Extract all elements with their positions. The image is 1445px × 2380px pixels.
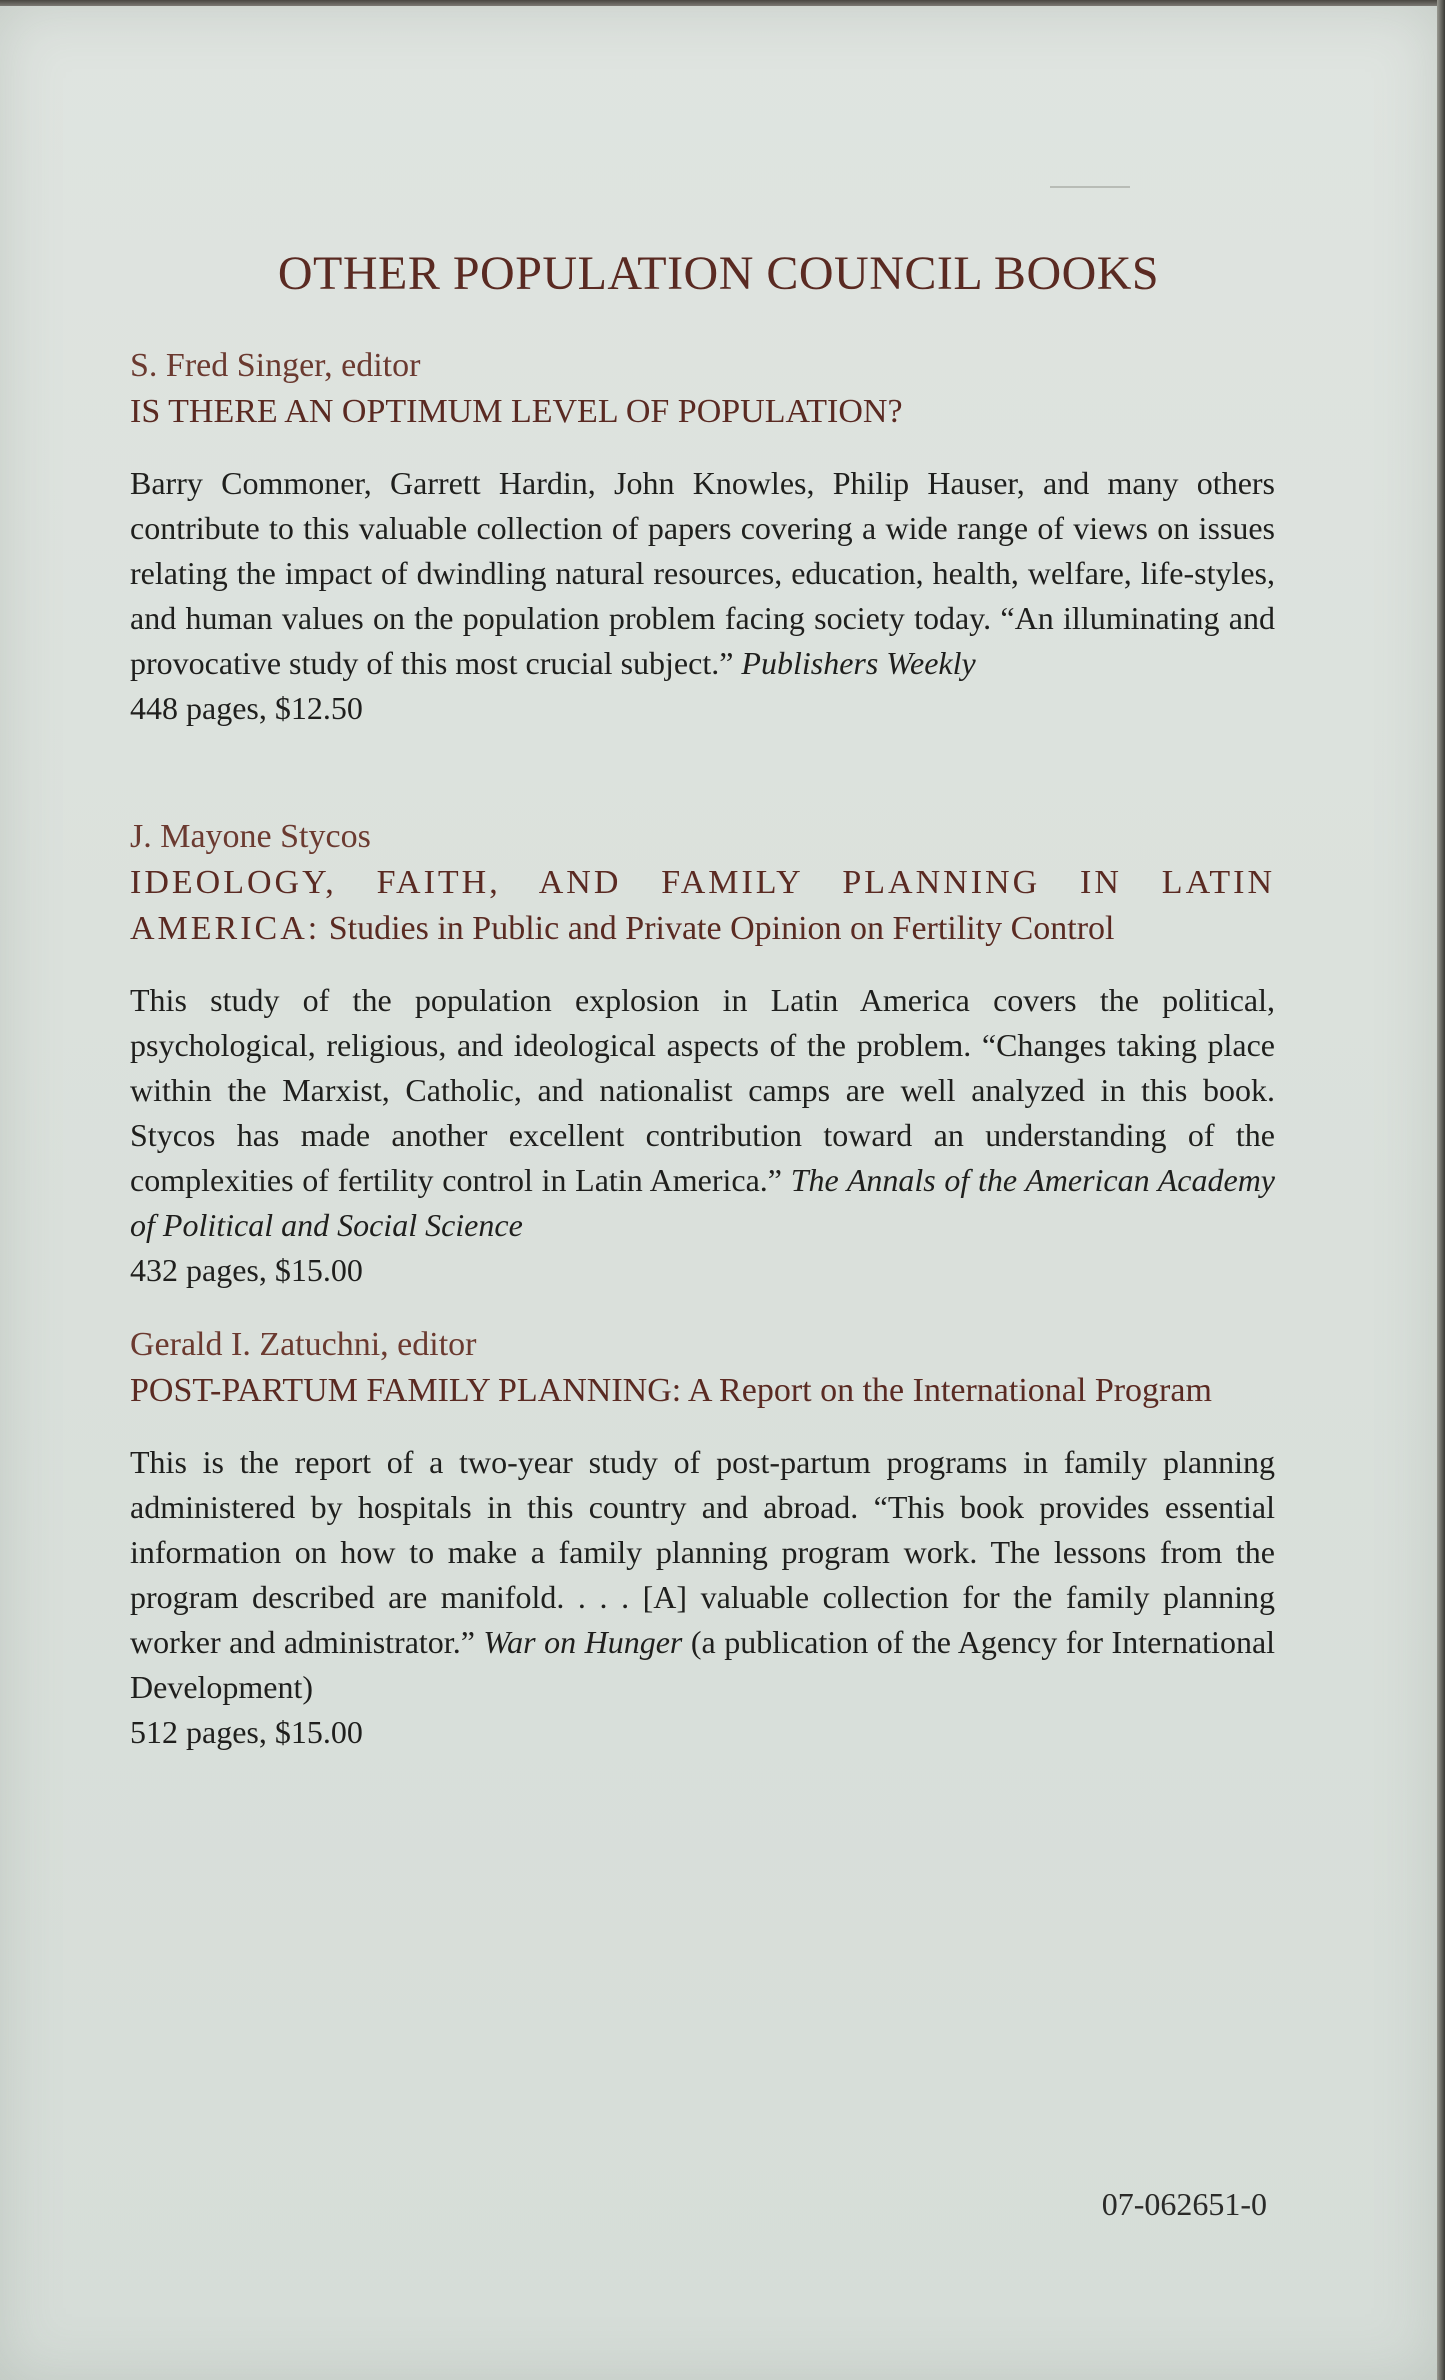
- book-entry: [130, 814, 1275, 1293]
- book-title-main: IS THERE AN OPTIMUM LEVEL OF POPULATION?: [130, 393, 903, 430]
- book-author: S. Fred Singer, editor: [130, 347, 421, 384]
- book-title: [130, 1368, 1275, 1414]
- book-title: [130, 389, 1275, 435]
- isbn-number: 07-062651-0: [1101, 2186, 1267, 2222]
- book-description: [130, 461, 1275, 686]
- review-source: The Annals of the American Academy of Political and Social Science: [130, 1162, 1276, 1243]
- book-description-text: This study of the population explosion in Latin America covers the political, psychological, religious, and ideological aspects of the problem. “Changes taking place within the Marxist, Catholic, and nationalist camps are well analyzed in this book. Stycos has made another excellent contribution toward an understanding of the complexities of fertility control in Latin America.”: [130, 982, 1275, 1198]
- book-price: 432 pages, $15.00: [130, 1252, 363, 1288]
- book-description: [130, 1440, 1275, 1710]
- book-title-main: IDEOLOGY, FAITH, AND FAMILY PLANNING IN LATIN AMERICA:: [130, 864, 1275, 947]
- book-description-text: This is the report of a two-year study of post-partum programs in family planning administered by hospitals in this country and abroad. “This book provides essential information on how to make a family planning program work. The lessons from the program described are manifold. . . . [A] valuable collection for the family planning worker and administrator.”: [130, 1444, 1275, 1660]
- jacket-right-edge: [1437, 0, 1445, 2380]
- book-description: [130, 978, 1275, 1248]
- page-title: OTHER POPULATION COUNCIL BOOKS: [277, 247, 1160, 300]
- book-back-cover: [0, 6, 1437, 2380]
- review-source-note: (a publication of the Agency for International Development): [130, 1624, 1276, 1705]
- book-title: [130, 860, 1275, 952]
- book-price: 448 pages, $12.50: [130, 690, 363, 726]
- review-source: War on Hunger: [483, 1624, 683, 1660]
- book-description-text: Barry Commoner, Garrett Hardin, John Knowles, Philip Hauser, and many others contribute to this valuable collection of papers covering a wide range of views on issues relating the impact of dwindling natural resources, education, health, welfare, life-styles, and human values on the population problem facing society today. “An illuminating and provocative study of this most crucial subject.”: [130, 465, 1275, 681]
- book-title-subtitle: A Report on the International Program: [687, 1372, 1212, 1409]
- book-author: Gerald I. Zatuchni, editor: [130, 1326, 477, 1363]
- paper-mark: [1050, 186, 1130, 188]
- book-title-subtitle: Studies in Public and Private Opinion on Fertility Control: [328, 910, 1115, 947]
- book-entry: [130, 1322, 1275, 1755]
- book-author: J. Mayone Stycos: [130, 818, 371, 855]
- book-price: 512 pages, $15.00: [130, 1714, 363, 1750]
- review-source: Publishers Weekly: [741, 645, 976, 681]
- book-title-main: POST-PARTUM FAMILY PLANNING:: [130, 1372, 682, 1409]
- book-entry: [130, 343, 1275, 731]
